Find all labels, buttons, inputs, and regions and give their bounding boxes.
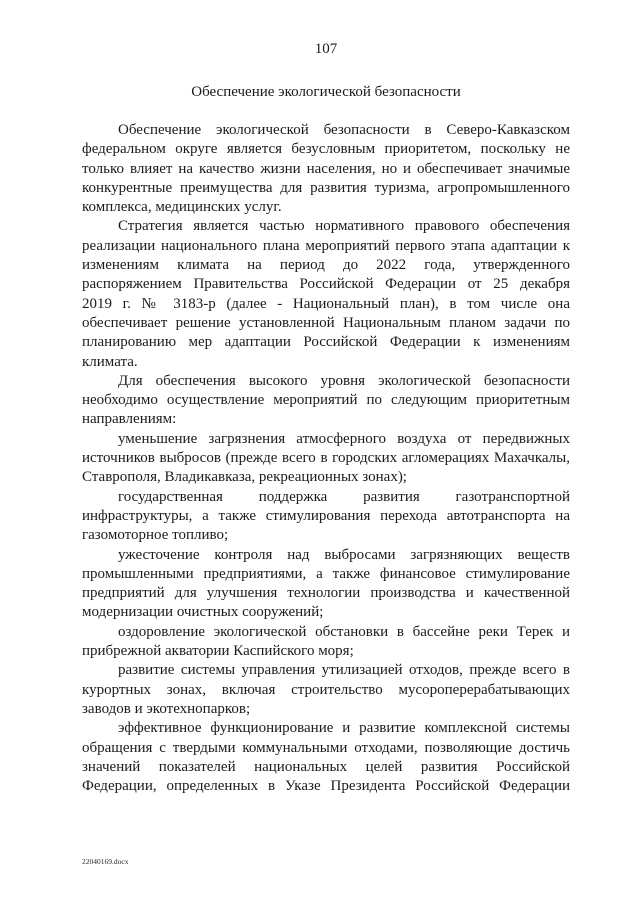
text-line: Ставрополя, Владикавказа, рекреационных зонах); <box>82 469 407 486</box>
section-title: Обеспечение экологической безопасности <box>191 84 461 100</box>
text-line: необходимо осуществление мероприятий по следующим приоритетным <box>82 392 570 409</box>
text-line: 2019 г. № 3183-р (далее - Национальный план), в том числе она <box>82 295 570 312</box>
text-line: модернизации очистных сооружений; <box>82 604 324 621</box>
text-line: только влияет на качество жизни населения, но и обеспечивает значимые <box>82 160 570 177</box>
text-line: обеспечивает решение установленной Национальным планом задачи по <box>82 314 570 331</box>
text-line: государственная поддержка развития газотранспортной <box>118 488 570 505</box>
text-line: оздоровление экологической обстановки в бассейне реки Терек и <box>118 623 570 640</box>
text-line: заводов и экотехнопарков; <box>82 700 251 717</box>
text-line: курортных зонах, включая строительство мусороперерабатывающих <box>82 681 570 698</box>
priority-list-item <box>82 623 570 662</box>
text-line: значений показателей национальных целей развития Российской <box>82 758 570 775</box>
text-line: реализации национального плана мероприятий первого этапа адаптации к <box>82 237 570 254</box>
text-line: Обеспечение экологической безопасности в Северо-Кавказском <box>118 122 570 138</box>
priority-list-item <box>82 488 570 546</box>
text-line: Для обеспечения высокого уровня экологической безопасности <box>118 372 570 389</box>
text-line: инфраструктуры, а также стимулирования перехода автотранспорта на <box>82 507 570 524</box>
intro-paragraph <box>82 121 570 217</box>
priorities-intro-paragraph <box>82 372 570 430</box>
file-name-footer: 22040169.docx <box>82 857 129 866</box>
text-line: Федерации, определенных в Указе Президента Российской Федерации <box>82 778 570 795</box>
text-line: источников выбросов (прежде всего в городских агломерациях Махачкалы, <box>82 450 570 467</box>
text-line: эффективное функционирование и развитие комплексной системы <box>118 720 570 737</box>
priority-list-item <box>82 546 570 623</box>
text-line: развитие системы управления утилизацией отходов, прежде всего в <box>118 662 570 679</box>
strategy-paragraph <box>82 217 570 371</box>
priority-list-item <box>82 430 570 488</box>
text-line: уменьшение загрязнения атмосферного воздуха от передвижных <box>118 430 570 447</box>
text-line: планированию мер адаптации Российской Федерации к изменениям <box>82 334 570 351</box>
text-line: изменениям климата на период до 2022 года, утвержденного <box>82 257 570 274</box>
document-body <box>82 121 570 796</box>
text-line: направлениям: <box>82 411 177 428</box>
text-line: распоряжением Правительства Российской Федерации от 25 декабря <box>82 276 570 293</box>
text-line: газомоторное топливо; <box>82 527 229 544</box>
text-line: конкурентные преимущества для развития туризма, агропромышленного <box>82 179 570 196</box>
text-line: обращения с твердыми коммунальными отходами, позволяющие достичь <box>82 739 570 756</box>
text-line: Стратегия является частью нормативного правового обеспечения <box>118 218 570 235</box>
text-line: предприятий для улучшения технологии производства и качественной <box>82 585 570 602</box>
priority-list-item <box>82 719 570 796</box>
text-line: прибрежной акватории Каспийского моря; <box>82 643 354 660</box>
text-line: ужесточение контроля над выбросами загрязняющих веществ <box>118 546 570 563</box>
text-line: федеральном округе является безусловным приоритетом, поскольку не <box>82 141 570 158</box>
priority-list-item <box>82 661 570 719</box>
page-number: 107 <box>314 41 338 57</box>
text-line: промышленными предприятиями, а также финансовое стимулирование <box>82 565 570 582</box>
text-line: комплекса, медицинских услуг. <box>82 199 282 216</box>
text-line: климата. <box>82 353 138 370</box>
